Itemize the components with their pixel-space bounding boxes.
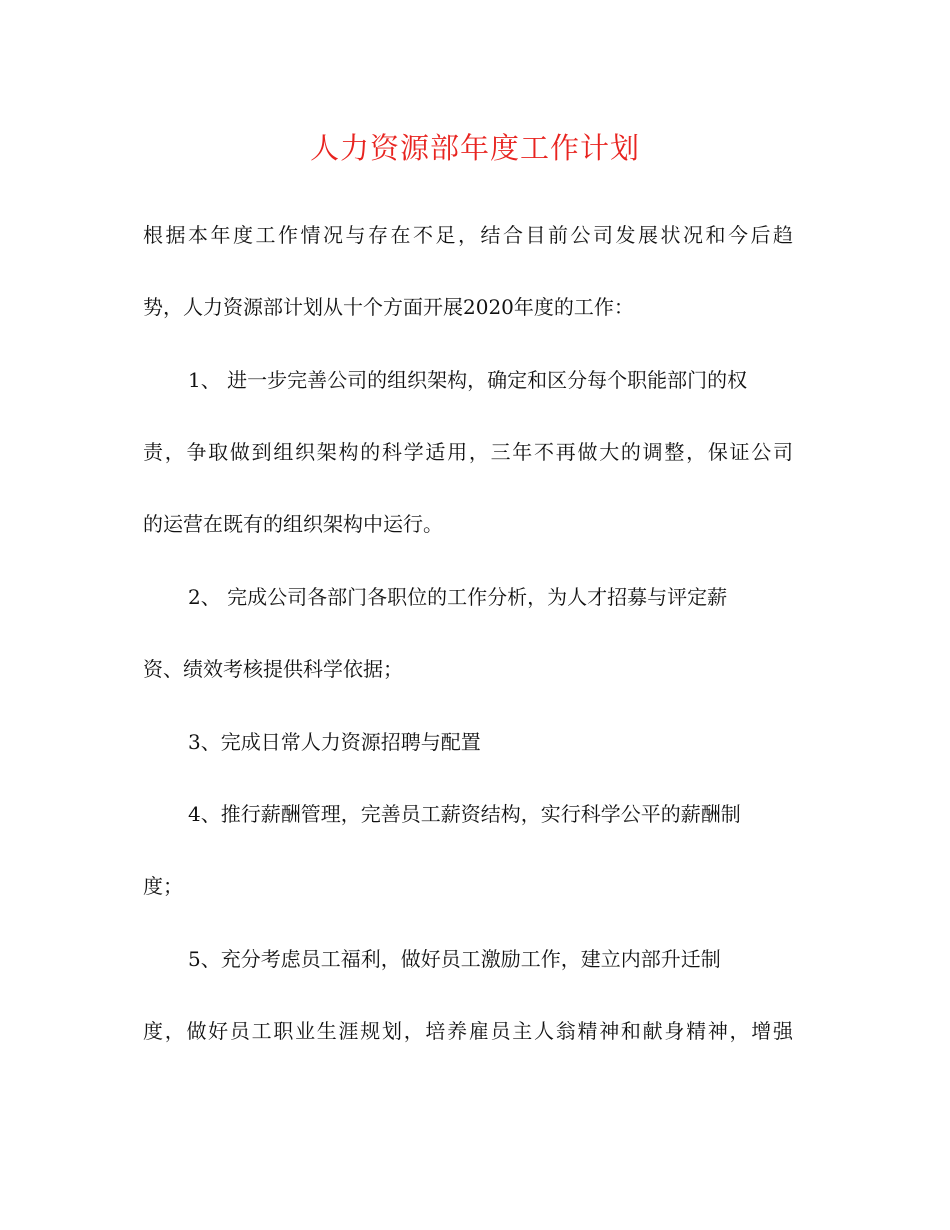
paragraph-line-intro-2: 势，人力资源部计划从十个方面开展2020年度的工作：: [143, 295, 634, 319]
document-title: 人力资源部年度工作计划: [309, 131, 640, 165]
paragraph-line-item5-1: 5、充分考虑员工福利，做好员工激励工作，建立内部升迁制: [188, 947, 721, 971]
paragraph-line-item1-3: 的运营在既有的组织架构中运行。: [143, 512, 443, 536]
paragraph-line-item1-1: 1、 进一步完善公司的组织架构，确定和区分每个职能部门的权: [188, 368, 748, 392]
paragraph-line-item2-1: 2、 完成公司各部门各职位的工作分析，为人才招募与评定薪: [188, 585, 728, 609]
paragraph-line-item5-2: 度，做好员工职业生涯规划，培养雇员主人翁精神和献身精神，增强: [143, 1019, 793, 1043]
paragraph-line-intro-1: 根据本年度工作情况与存在不足，结合目前公司发展状况和今后趋: [143, 223, 793, 247]
paragraph-line-item1-2: 责，争取做到组织架构的科学适用，三年不再做大的调整，保证公司: [143, 440, 793, 464]
paragraph-line-item4-1: 4、推行薪酬管理，完善员工薪资结构，实行科学公平的薪酬制: [188, 802, 741, 826]
paragraph-line-item4-2: 度；: [143, 874, 183, 898]
paragraph-line-item3-1: 3、完成日常人力资源招聘与配置: [188, 730, 481, 754]
paragraph-line-item2-2: 资、绩效考核提供科学依据；: [143, 657, 403, 681]
